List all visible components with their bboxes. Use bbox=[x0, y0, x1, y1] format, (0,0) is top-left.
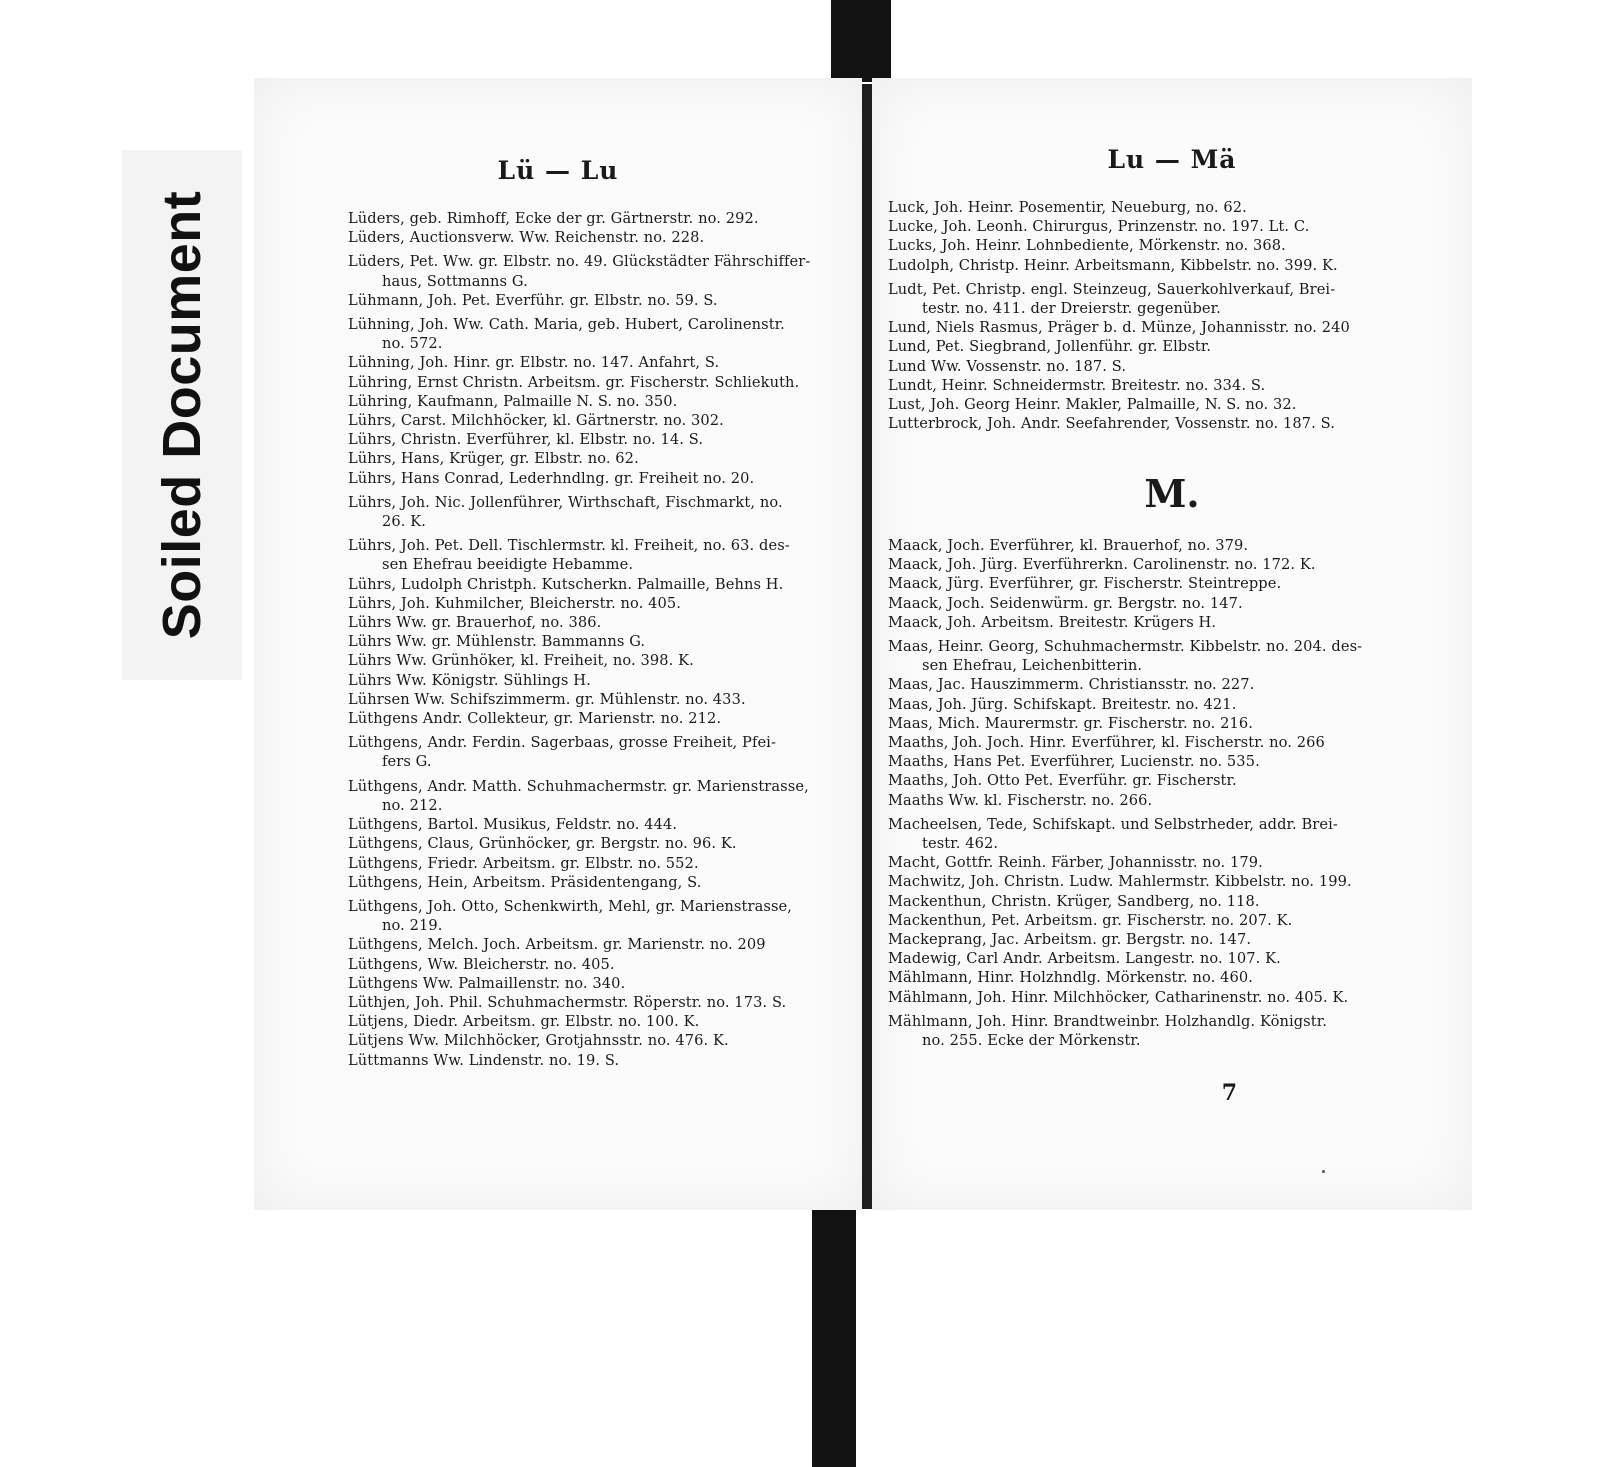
entry-text: Lührs, Ludolph Christph. Kutscherkn. Palmaille, Behns H. bbox=[348, 575, 784, 593]
entry-continuation: 26. K. bbox=[382, 513, 426, 531]
directory-entry bbox=[348, 733, 848, 771]
entry-text: Lund Ww. Vossenstr. no. 187. S. bbox=[888, 357, 1127, 375]
entry-text: Lührs Ww. Königstr. Sühlings H. bbox=[348, 671, 591, 689]
directory-entry bbox=[888, 853, 1388, 872]
entry-text: Lütjens Ww. Milchhöcker, Grotjahnsstr. no. 476. K. bbox=[348, 1032, 729, 1050]
directory-entry bbox=[348, 252, 848, 290]
book-spine bbox=[862, 84, 872, 1209]
directory-entry bbox=[888, 930, 1388, 949]
entry-continuation: no. 219. bbox=[382, 917, 443, 935]
directory-entry bbox=[348, 955, 848, 974]
section-letter-m: M. bbox=[1144, 471, 1200, 516]
directory-entry bbox=[888, 872, 1388, 891]
entry-text: Lüthgens Andr. Collekteur, gr. Marienstr. no. 212. bbox=[348, 710, 722, 728]
directory-entry bbox=[888, 949, 1388, 968]
directory-entry bbox=[348, 228, 848, 247]
entry-text: Lühring, Ernst Christn. Arbeitsm. gr. Fischerstr. Schliekuth. bbox=[348, 373, 800, 391]
directory-entry bbox=[888, 536, 1388, 555]
entry-text: Maas, Jac. Hauszimmerm. Christiansstr. no. 227. bbox=[888, 676, 1255, 694]
directory-entry bbox=[888, 217, 1388, 236]
directory-entry bbox=[348, 411, 848, 430]
entry-text: Lüttmanns Ww. Lindenstr. no. 19. S. bbox=[348, 1051, 620, 1069]
entry-text: Ludt, Pet. Christp. engl. Steinzeug, Sauerkohlverkauf, Brei- bbox=[888, 280, 1336, 298]
entry-text: Lüders, Pet. Ww. gr. Elbstr. no. 49. Glückstädter Fährschiffer- bbox=[348, 253, 811, 271]
entry-text: Lüthgens, Joh. Otto, Schenkwirth, Mehl, gr. Marienstrasse, bbox=[348, 897, 793, 915]
entry-text: Lührs Ww. gr. Mühlenstr. Bammanns G. bbox=[348, 633, 646, 651]
entry-text: Lund, Niels Rasmus, Präger b. d. Münze, Johannisstr. no. 240 bbox=[888, 319, 1350, 337]
directory-entry bbox=[888, 637, 1388, 675]
entry-text: Lüthgens Ww. Palmaillenstr. no. 340. bbox=[348, 974, 626, 992]
entry-text: Mackenthun, Pet. Arbeitsm. gr. Fischerstr. no. 207. K. bbox=[888, 911, 1293, 929]
right-page bbox=[872, 78, 1472, 1210]
entry-text: Lüders, Auctionsverw. Ww. Reichenstr. no. 228. bbox=[348, 229, 705, 247]
directory-entry bbox=[888, 256, 1388, 275]
directory-entry bbox=[888, 555, 1388, 574]
entry-text: Lührs, Joh. Pet. Dell. Tischlermstr. kl. Freiheit, no. 63. des- bbox=[348, 537, 790, 555]
entry-text: Lühring, Kaufmann, Palmaille N. S. no. 350. bbox=[348, 392, 678, 410]
entry-text: Lundt, Heinr. Schneidermstr. Breitestr. no. 334. S. bbox=[888, 376, 1266, 394]
directory-entry bbox=[888, 376, 1388, 395]
entry-text: Maaths, Joh. Joch. Hinr. Everführer, kl. Fischerstr. no. 266 bbox=[888, 734, 1325, 752]
entry-continuation: testr. no. 411. der Dreierstr. gegenüber. bbox=[922, 300, 1221, 318]
directory-entry bbox=[348, 671, 848, 690]
directory-entry bbox=[348, 353, 848, 372]
directory-entry bbox=[348, 834, 848, 853]
entry-text: Maack, Joch. Seidenwürm. gr. Bergstr. no. 147. bbox=[888, 594, 1243, 612]
speck bbox=[1322, 1170, 1325, 1173]
right-page-heading: Lu — Mä bbox=[1107, 145, 1237, 174]
directory-entry bbox=[888, 968, 1388, 987]
entry-text: Macht, Gottfr. Reinh. Färber, Johannisstr. no. 179. bbox=[888, 854, 1263, 872]
directory-entry bbox=[348, 632, 848, 651]
entry-text: Lucke, Joh. Leonh. Chirurgus, Prinzenstr. no. 197. Lt. C. bbox=[888, 218, 1310, 236]
entry-continuation: sen Ehefrau, Leichenbitterin. bbox=[922, 657, 1143, 675]
directory-entry bbox=[348, 291, 848, 310]
directory-entry bbox=[888, 198, 1388, 217]
directory-entry bbox=[888, 395, 1388, 414]
entry-text: Lüthgens, Andr. Ferdin. Sagerbaas, grosse Freiheit, Pfei- bbox=[348, 734, 776, 752]
entry-text: Lüthgens, Melch. Joch. Arbeitsm. gr. Marienstr. no. 209 bbox=[348, 936, 766, 954]
directory-entry bbox=[888, 1012, 1388, 1050]
entry-text: Maas, Heinr. Georg, Schuhmachermstr. Kibbelstr. no. 204. des- bbox=[888, 638, 1363, 656]
entry-text: Mackeprang, Jac. Arbeitsm. gr. Bergstr. no. 147. bbox=[888, 931, 1252, 949]
entry-text: Maack, Joh. Arbeitsm. Breitestr. Krügers H. bbox=[888, 613, 1217, 631]
entry-text: Ludolph, Christp. Heinr. Arbeitsmann, Kibbelstr. no. 399. K. bbox=[888, 256, 1338, 274]
directory-entry bbox=[348, 854, 848, 873]
directory-entry bbox=[348, 493, 848, 531]
directory-entry bbox=[348, 575, 848, 594]
entry-text: Lüthgens, Friedr. Arbeitsm. gr. Elbstr. no. 552. bbox=[348, 854, 699, 872]
directory-entry bbox=[348, 651, 848, 670]
entry-text: Lührsen Ww. Schifszimmerm. gr. Mühlenstr. no. 433. bbox=[348, 690, 746, 708]
directory-entry bbox=[348, 815, 848, 834]
entry-text: Lührs, Joh. Nic. Jollenführer, Wirthschaft, Fischmarkt, no. bbox=[348, 493, 783, 511]
entry-text: Maas, Mich. Maurermstr. gr. Fischerstr. no. 216. bbox=[888, 714, 1254, 732]
entry-text: Maaths, Joh. Otto Pet. Everführ. gr. Fischerstr. bbox=[888, 772, 1237, 790]
entry-text: Mählmann, Joh. Hinr. Milchhöcker, Catharinenstr. no. 405. K. bbox=[888, 988, 1349, 1006]
entry-text: Mackenthun, Christn. Krüger, Sandberg, no. 118. bbox=[888, 892, 1260, 910]
directory-entry bbox=[348, 373, 848, 392]
entry-text: Maack, Joch. Everführer, kl. Brauerhof, no. 379. bbox=[888, 537, 1249, 554]
left-page-heading: Lü — Lu bbox=[497, 156, 619, 185]
entry-text: Lührs, Hans Conrad, Lederhndlng. gr. Freiheit no. 20. bbox=[348, 469, 755, 487]
directory-entry bbox=[348, 993, 848, 1012]
entry-continuation: testr. 462. bbox=[922, 835, 999, 853]
entry-text: Lührs, Carst. Milchhöcker, kl. Gärtnerstr. no. 302. bbox=[348, 412, 724, 430]
directory-entry bbox=[348, 315, 848, 353]
directory-entry bbox=[888, 714, 1388, 733]
directory-entry bbox=[348, 430, 848, 449]
entry-text: Lührs, Christn. Everführer, kl. Elbstr. no. 14. S. bbox=[348, 431, 704, 449]
directory-entry bbox=[348, 709, 848, 728]
entry-text: Lührs Ww. gr. Brauerhof, no. 386. bbox=[348, 614, 602, 632]
entry-text: Macheelsen, Tede, Schifskapt. und Selbstrheder, addr. Brei- bbox=[888, 815, 1338, 833]
directory-entry bbox=[348, 897, 848, 935]
entry-text: Machwitz, Joh. Christn. Ludw. Mahlermstr. Kibbelstr. no. 199. bbox=[888, 873, 1352, 891]
entry-text: Lühning, Joh. Hinr. gr. Elbstr. no. 147. Anfahrt, S. bbox=[348, 354, 720, 372]
entry-text: Lütjens, Diedr. Arbeitsm. gr. Elbstr. no. 100. K. bbox=[348, 1013, 700, 1031]
directory-entry bbox=[348, 974, 848, 993]
directory-entry bbox=[888, 815, 1388, 853]
entry-continuation: no. 212. bbox=[382, 796, 443, 814]
entry-text: Lutterbrock, Joh. Andr. Seefahrender, Vossenstr. no. 187. S. bbox=[888, 415, 1335, 433]
directory-entry bbox=[888, 675, 1388, 694]
directory-entry bbox=[348, 613, 848, 632]
directory-entry bbox=[888, 414, 1388, 433]
entry-text: Madewig, Carl Andr. Arbeitsm. Langestr. no. 107. K. bbox=[888, 950, 1281, 968]
entry-text: Lühmann, Joh. Pet. Everführ. gr. Elbstr. no. 59. S. bbox=[348, 291, 718, 309]
entry-text: Maas, Joh. Jürg. Schifskapt. Breitestr. no. 421. bbox=[888, 695, 1237, 713]
entry-continuation: fers G. bbox=[382, 753, 432, 771]
entry-continuation: no. 255. Ecke der Mörkenstr. bbox=[922, 1032, 1141, 1050]
entry-text: Lund, Pet. Siegbrand, Jollenführ. gr. Elbstr. bbox=[888, 338, 1212, 356]
directory-entry bbox=[348, 536, 848, 574]
directory-entry bbox=[888, 357, 1388, 376]
directory-entry bbox=[888, 771, 1388, 790]
m-entry-list bbox=[888, 536, 1388, 1050]
directory-entry bbox=[348, 873, 848, 892]
soiled-document-label: Soiled Document bbox=[152, 190, 212, 640]
directory-entry bbox=[888, 337, 1388, 356]
entry-text: Lührs, Hans, Krüger, gr. Elbstr. no. 62. bbox=[348, 450, 639, 468]
entry-text: Luck, Joh. Heinr. Posementir, Neueburg, no. 62. bbox=[888, 199, 1247, 216]
entry-text: Lüthgens, Claus, Grünhöcker, gr. Bergstr. no. 96. K. bbox=[348, 835, 737, 853]
entry-text: Lüthgens, Andr. Matth. Schuhmachermstr. gr. Marienstrasse, bbox=[348, 777, 809, 795]
directory-entry bbox=[888, 594, 1388, 613]
directory-entry bbox=[348, 935, 848, 954]
directory-entry bbox=[888, 318, 1388, 337]
directory-entry bbox=[348, 690, 848, 709]
directory-entry bbox=[348, 449, 848, 468]
entry-continuation: haus, Sottmanns G. bbox=[382, 272, 528, 290]
directory-entry bbox=[888, 236, 1388, 255]
directory-entry bbox=[888, 733, 1388, 752]
entry-text: Mählmann, Joh. Hinr. Brandtweinbr. Holzhandlg. Königstr. bbox=[888, 1012, 1327, 1030]
entry-text: Lührs Ww. Grünhöker, kl. Freiheit, no. 398. K. bbox=[348, 652, 694, 670]
directory-entry bbox=[888, 695, 1388, 714]
directory-entry bbox=[348, 1051, 848, 1070]
directory-entry bbox=[888, 613, 1388, 632]
entry-text: Maaths Ww. kl. Fischerstr. no. 266. bbox=[888, 791, 1153, 809]
directory-entry bbox=[348, 594, 848, 613]
directory-entry bbox=[888, 911, 1388, 930]
binding-tape-bottom bbox=[812, 1210, 856, 1467]
directory-entry bbox=[888, 280, 1388, 318]
entry-text: Maack, Jürg. Everführer, gr. Fischerstr. Steintreppe. bbox=[888, 575, 1282, 593]
directory-entry bbox=[348, 1031, 848, 1050]
directory-entry bbox=[888, 752, 1388, 771]
entry-text: Lucks, Joh. Heinr. Lohnbediente, Mörkenstr. no. 368. bbox=[888, 237, 1286, 255]
entry-continuation: no. 572. bbox=[382, 335, 443, 353]
right-entry-list bbox=[888, 198, 1388, 433]
binding-tape-top bbox=[831, 0, 891, 82]
directory-entry bbox=[348, 392, 848, 411]
directory-entry bbox=[348, 1012, 848, 1031]
directory-entry bbox=[888, 988, 1388, 1007]
entry-text: Maack, Joh. Jürg. Everführerkn. Carolinenstr. no. 172. K. bbox=[888, 556, 1316, 574]
entry-text: Lüthgens, Ww. Bleicherstr. no. 405. bbox=[348, 955, 615, 973]
directory-entry bbox=[888, 892, 1388, 911]
page-number: 7 bbox=[1221, 1080, 1237, 1106]
left-entry-list bbox=[348, 209, 848, 1070]
entry-text: Lüthjen, Joh. Phil. Schuhmachermstr. Röperstr. no. 173. S. bbox=[348, 993, 787, 1011]
entry-text: Lüthgens, Hein, Arbeitsm. Präsidentengang, S. bbox=[348, 873, 702, 891]
directory-entry bbox=[888, 574, 1388, 593]
entry-continuation: sen Ehefrau beeidigte Hebamme. bbox=[382, 556, 634, 574]
entry-text: Lüders, geb. Rimhoff, Ecke der gr. Gärtnerstr. no. 292. bbox=[348, 210, 759, 227]
left-page bbox=[254, 78, 862, 1210]
entry-text: Maaths, Hans Pet. Everführer, Lucienstr. no. 535. bbox=[888, 753, 1260, 771]
directory-entry bbox=[888, 791, 1388, 810]
entry-text: Lüthgens, Bartol. Musikus, Feldstr. no. 444. bbox=[348, 816, 678, 834]
entry-text: Mählmann, Hinr. Holzhndlg. Mörkenstr. no. 460. bbox=[888, 969, 1253, 987]
directory-entry bbox=[348, 777, 848, 815]
entry-text: Lührs, Joh. Kuhmilcher, Bleicherstr. no. 405. bbox=[348, 594, 682, 612]
entry-text: Lühning, Joh. Ww. Cath. Maria, geb. Hubert, Carolinenstr. bbox=[348, 316, 785, 334]
directory-entry bbox=[348, 469, 848, 488]
entry-text: Lust, Joh. Georg Heinr. Makler, Palmaille, N. S. no. 32. bbox=[888, 396, 1297, 414]
directory-entry bbox=[348, 209, 848, 228]
